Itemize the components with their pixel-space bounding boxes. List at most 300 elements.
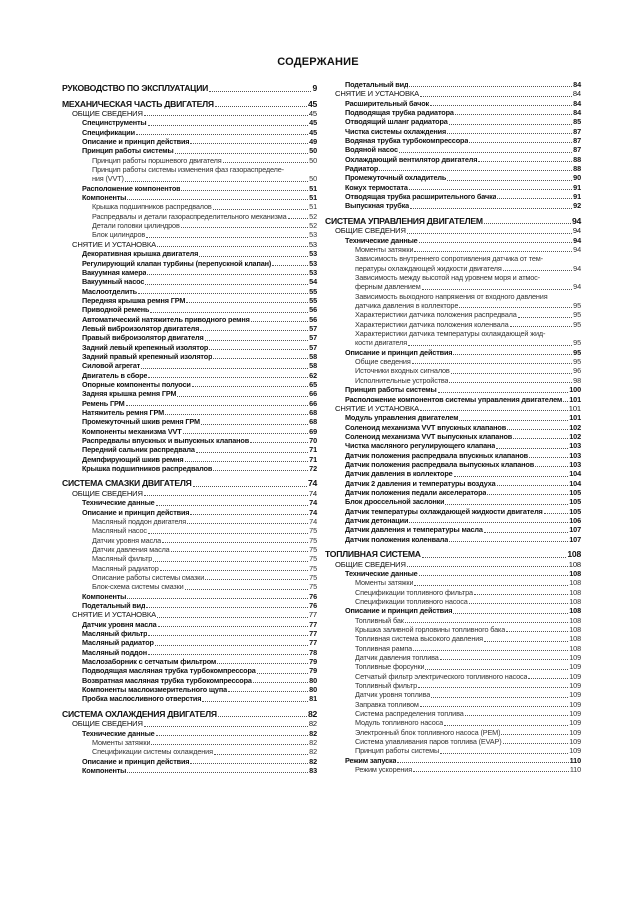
dot-leader [288, 218, 309, 219]
toc-subentry[interactable] [325, 746, 581, 755]
toc-entry[interactable] [325, 535, 581, 544]
toc-subsection[interactable] [325, 226, 581, 235]
dot-leader [418, 687, 568, 688]
dot-leader [399, 152, 572, 153]
toc-entry-title: Крышка подшипников распредвалов [82, 464, 213, 474]
dot-leader [136, 134, 308, 135]
toc-subentry[interactable] [62, 202, 317, 211]
dot-leader [257, 673, 308, 674]
toc-entry-title: Масляный фильтр [82, 629, 148, 639]
toc-entry[interactable] [62, 277, 317, 286]
dot-leader [127, 199, 308, 200]
toc-entry-title: Моменты затяжки [355, 245, 414, 254]
dot-leader [157, 246, 308, 247]
toc-subentry[interactable] [325, 709, 581, 718]
toc-page-number: 53 [309, 267, 317, 277]
toc-entry-title: СНЯТИЕ И УСТАНОВКА [72, 239, 157, 249]
toc-section[interactable] [62, 709, 317, 720]
toc-page-number: 57 [309, 342, 317, 352]
dot-leader [196, 452, 308, 453]
dot-leader [412, 363, 573, 364]
dot-leader [144, 495, 308, 496]
toc-entry-title: Вакуумная камера [82, 267, 147, 277]
toc-subentry[interactable] [62, 156, 317, 165]
toc-entry-title: Датчик уровня топлива [355, 690, 431, 700]
toc-page-number: 107 [569, 525, 581, 535]
toc-subentry[interactable] [62, 230, 317, 239]
toc-subsection[interactable] [325, 560, 581, 569]
toc-page-number: 105 [569, 497, 581, 507]
toc-entry[interactable] [62, 464, 317, 473]
dot-leader [409, 86, 572, 87]
toc-subsection[interactable] [62, 489, 317, 498]
toc-subentry[interactable] [325, 588, 581, 597]
toc-entry[interactable] [62, 666, 317, 675]
toc-entry-title: Задний правый крепежный изолятор [82, 351, 213, 361]
toc-page-number: 105 [569, 487, 581, 497]
toc-entry-title: Водяной насос [345, 145, 398, 155]
toc-page-number: 51 [309, 202, 317, 212]
toc-page-number: 108 [569, 615, 581, 625]
toc-page-number: 107 [569, 534, 581, 544]
dot-leader [146, 607, 308, 608]
toc-subentry[interactable] [62, 564, 317, 573]
toc-page-number: 82 [308, 719, 317, 729]
toc-entry[interactable] [325, 469, 581, 478]
toc-subentry[interactable] [62, 526, 317, 535]
dot-leader [407, 233, 572, 234]
toc-entry[interactable] [62, 455, 317, 464]
toc-entry[interactable] [325, 460, 581, 469]
toc-page-number: 109 [569, 699, 581, 709]
toc-page-number: 87 [573, 145, 581, 155]
toc-subentry[interactable] [62, 545, 317, 554]
toc-entry[interactable] [62, 638, 317, 647]
toc-entry[interactable] [62, 193, 317, 202]
toc-entry-title: Пробка маслосливного отверстия [82, 694, 202, 704]
toc-entry[interactable] [325, 441, 581, 450]
toc-entry[interactable] [62, 766, 317, 775]
toc-subentry[interactable] [325, 310, 581, 319]
toc-page-number: 50 [309, 146, 317, 156]
toc-entry-title: Зависимость внутреннего сопротивления датчика от тем- [355, 254, 543, 264]
toc-section[interactable] [62, 83, 317, 94]
toc-entry-title: Блок цилиндров [92, 230, 146, 240]
toc-entry[interactable] [62, 445, 317, 454]
toc-subentry[interactable] [62, 573, 317, 582]
toc-page-number: 82 [309, 756, 317, 766]
dot-leader [223, 162, 309, 163]
toc-entry[interactable] [62, 648, 317, 657]
toc-subentry[interactable] [325, 662, 581, 671]
toc-page-number: 109 [569, 652, 581, 662]
toc-entry[interactable] [62, 657, 317, 666]
dot-leader [478, 161, 572, 162]
toc-entry[interactable] [62, 436, 317, 445]
toc-entry[interactable] [325, 136, 581, 145]
toc-entry[interactable] [62, 498, 317, 507]
toc-page-number: 57 [309, 333, 317, 343]
toc-entry[interactable] [325, 192, 581, 201]
toc-entry[interactable] [62, 333, 317, 342]
toc-section[interactable] [62, 99, 317, 110]
toc-entry[interactable] [325, 201, 581, 210]
toc-entry[interactable] [325, 183, 581, 192]
toc-entry[interactable] [62, 417, 317, 426]
toc-entry-title: Маслоотделить [82, 286, 137, 296]
dot-leader [146, 237, 308, 238]
toc-entry[interactable] [62, 184, 317, 193]
toc-entry-title: Моменты затяжки [355, 578, 414, 588]
toc-entry[interactable] [325, 516, 581, 525]
toc-subentry[interactable] [62, 517, 317, 526]
toc-entry[interactable] [62, 146, 317, 155]
dot-leader [185, 589, 309, 590]
toc-page-number: 84 [573, 108, 581, 118]
toc-entry-title: Технические данные [82, 498, 155, 508]
toc-entry[interactable] [62, 128, 317, 137]
toc-entry[interactable] [325, 117, 581, 126]
toc-entry[interactable] [62, 685, 317, 694]
toc-page-number: 95 [573, 357, 581, 367]
toc-page-number: 53 [309, 230, 317, 240]
toc-entry[interactable] [325, 155, 581, 164]
toc-page-number: 80 [309, 675, 317, 685]
toc-entry[interactable] [62, 380, 317, 389]
toc-entry[interactable] [325, 432, 581, 441]
toc-entry[interactable] [62, 694, 317, 703]
toc-subentry[interactable] [325, 737, 581, 746]
toc-subentry[interactable] [62, 221, 317, 230]
toc-entry[interactable] [325, 497, 581, 506]
toc-entry-title: Зависимость выходного напряжения от входного давления [355, 291, 548, 301]
toc-section[interactable] [325, 549, 581, 560]
dot-leader [444, 725, 568, 726]
toc-entry[interactable] [325, 606, 581, 615]
toc-subentry[interactable] [325, 320, 581, 329]
toc-entry[interactable] [62, 676, 317, 685]
toc-subentry[interactable] [325, 357, 581, 366]
toc-entry-title: Датчик 2 давления и температуры воздуха [345, 478, 496, 488]
toc-page-number: 45 [309, 118, 317, 128]
toc-entry-title: Соленоид механизма VVT выпускных клапанов [345, 431, 513, 441]
toc-entry[interactable] [62, 399, 317, 408]
dot-leader [454, 476, 569, 477]
toc-subentry[interactable] [325, 376, 581, 385]
toc-page-number: 109 [569, 737, 581, 747]
toc-page-number: 104 [569, 478, 581, 488]
toc-subsection[interactable] [62, 240, 317, 249]
toc-entry-title: Технические данные [82, 728, 155, 738]
toc-subentry[interactable] [325, 616, 581, 625]
toc-page-number: 77 [309, 619, 317, 629]
toc-subentry[interactable] [325, 329, 581, 348]
toc-entry-title: ОБЩИЕ СВЕДЕНИЯ [72, 109, 143, 118]
toc-entry-title: Маслозаборник с сетчатым фильтром [82, 657, 217, 667]
toc-entry-title: Модуль топливного насоса [355, 718, 444, 728]
toc-subentry[interactable] [325, 700, 581, 709]
toc-entry-title: Режим ускорения [355, 765, 412, 775]
toc-subentry[interactable] [325, 765, 581, 774]
toc-entry-title: Задняя крышка ремня ГРМ [82, 389, 177, 399]
toc-page-number: 45 [308, 109, 317, 118]
dot-leader [205, 340, 309, 341]
dot-leader [141, 368, 308, 369]
toc-entry-title: Датчик уровня масла [92, 535, 162, 545]
toc-subentry[interactable] [325, 690, 581, 699]
toc-entry[interactable] [325, 80, 581, 89]
dot-leader [218, 716, 307, 717]
dot-leader [158, 626, 309, 627]
toc-subentry[interactable] [325, 597, 581, 606]
toc-entry-title: Источники входных сигналов [355, 366, 450, 376]
toc-entry[interactable] [62, 592, 317, 601]
dot-leader [193, 486, 307, 487]
toc-subentry[interactable] [62, 165, 317, 184]
toc-page-number: 53 [309, 249, 317, 259]
toc-entry[interactable] [62, 324, 317, 333]
toc-entry[interactable] [325, 451, 581, 460]
toc-entry[interactable] [325, 395, 581, 404]
dot-leader [419, 242, 573, 243]
toc-entry-title-continuation: ния (VVT) [92, 174, 124, 184]
toc-entry-title: Вакуумный насос [82, 277, 145, 287]
toc-entry[interactable] [62, 296, 317, 305]
dot-leader [449, 541, 568, 542]
toc-page-number: 52 [309, 211, 317, 221]
toc-page-number: 74 [309, 498, 317, 508]
toc-entry[interactable] [62, 408, 317, 417]
toc-page-number: 94 [573, 263, 581, 273]
dot-leader [171, 551, 309, 552]
dot-leader [148, 635, 308, 636]
toc-entry-title: Блок дроссельной заслонки [345, 497, 445, 507]
toc-entry[interactable] [62, 729, 317, 738]
toc-subentry[interactable] [62, 536, 317, 545]
toc-subentry[interactable] [325, 644, 581, 653]
toc-entry[interactable] [325, 145, 581, 154]
toc-entry-title: Описание и принцип действия [82, 507, 190, 517]
toc-page-number: 92 [573, 201, 581, 211]
toc-entry[interactable] [325, 99, 581, 108]
toc-entry[interactable] [62, 287, 317, 296]
toc-page-number: 109 [569, 662, 581, 672]
toc-entry[interactable] [62, 427, 317, 436]
toc-page-number: 75 [309, 563, 317, 573]
toc-entry[interactable] [62, 757, 317, 766]
toc-subentry[interactable] [325, 625, 581, 634]
toc-subentry[interactable] [62, 582, 317, 591]
toc-page-number: 53 [308, 239, 317, 249]
toc-entry-title: Промежуточный охладитель [345, 173, 447, 183]
dot-leader [165, 414, 308, 415]
toc-entry-title: Технические данные [345, 235, 418, 245]
toc-page-number: 57 [309, 323, 317, 333]
dot-leader [506, 631, 568, 632]
toc-entry-title: Компоненты [82, 591, 127, 601]
toc-subentry[interactable] [62, 212, 317, 221]
toc-entry-title: Автоматический натяжитель приводного ремня [82, 314, 250, 324]
toc-subentry[interactable] [325, 254, 581, 273]
dot-leader [200, 330, 308, 331]
dot-leader [544, 513, 569, 514]
toc-entry[interactable] [325, 423, 581, 432]
toc-entry-title: Компоненты механизма VVT [82, 426, 182, 436]
toc-subentry[interactable] [325, 681, 581, 690]
toc-entry[interactable] [62, 137, 317, 146]
toc-entry[interactable] [62, 259, 317, 268]
toc-subsection[interactable] [325, 89, 581, 98]
toc-page-number: 90 [573, 173, 581, 183]
toc-page-number: 95 [573, 310, 581, 320]
toc-subentry[interactable] [325, 245, 581, 254]
toc-subentry[interactable] [325, 273, 581, 292]
dot-leader [420, 706, 568, 707]
toc-entry-title: Топливный фильтр [355, 680, 418, 690]
toc-page-number: 62 [309, 370, 317, 380]
toc-entry[interactable] [62, 315, 317, 324]
toc-entry[interactable] [325, 413, 581, 422]
toc-entry[interactable] [62, 352, 317, 361]
dot-leader [214, 754, 308, 755]
toc-entry-title: Датчик давления масла [92, 544, 170, 554]
toc-entry[interactable] [325, 236, 581, 245]
toc-entry[interactable] [325, 108, 581, 117]
dot-leader [228, 691, 308, 692]
toc-entry-title: Топливный бак [355, 615, 404, 625]
toc-page-number: 88 [573, 164, 581, 174]
toc-subentry[interactable] [62, 747, 317, 756]
toc-page-number: 94 [573, 235, 581, 245]
dot-leader [215, 106, 307, 107]
toc-subsection[interactable] [62, 109, 317, 118]
dot-leader [422, 557, 567, 558]
toc-page-number: 82 [309, 728, 317, 738]
toc-entry[interactable] [62, 508, 317, 517]
toc-entry[interactable] [62, 371, 317, 380]
dot-leader [469, 142, 572, 143]
toc-page-number: 82 [309, 747, 317, 757]
toc-entry-title: ОБЩИЕ СВЕДЕНИЯ [335, 226, 406, 236]
toc-entry[interactable] [325, 173, 581, 182]
toc-entry-title: Принцип работы системы изменения фаз газораспределе- [92, 165, 284, 175]
toc-entry[interactable] [62, 361, 317, 370]
toc-subentry[interactable] [325, 578, 581, 587]
toc-entry-title: Компоненты [82, 193, 127, 203]
dot-leader [156, 505, 309, 506]
toc-entry-title: Расширительный бачок [345, 98, 430, 108]
toc-page-number: 94 [572, 226, 581, 236]
toc-entry-title: Датчик давления и температуры масла [345, 525, 483, 535]
toc-entry-title: ОБЩИЕ СВЕДЕНИЯ [72, 719, 143, 729]
dot-leader [153, 561, 308, 562]
toc-subsection[interactable] [325, 404, 581, 413]
toc-entry-title: Детали головки цилиндров [92, 221, 180, 231]
toc-entry[interactable] [325, 756, 581, 765]
dot-leader [497, 485, 569, 486]
toc-entry[interactable] [62, 343, 317, 352]
toc-entry-title: Подводящая трубка радиатора [345, 108, 454, 118]
toc-entry[interactable] [62, 389, 317, 398]
toc-entry-title: Распредвалы и детали газораспределительного механизма [92, 211, 287, 221]
toc-entry-title: Выпускная трубка [345, 201, 410, 211]
toc-entry-title: Система улавливания паров топлива (EVAP) [355, 737, 502, 747]
toc-entry-title: Масляный радиатор [92, 563, 159, 573]
dot-leader [253, 682, 308, 683]
toc-entry[interactable] [62, 249, 317, 258]
toc-entry[interactable] [62, 620, 317, 629]
toc-entry[interactable] [325, 479, 581, 488]
toc-entry[interactable] [325, 164, 581, 173]
toc-entry[interactable] [325, 525, 581, 534]
toc-page-number: 45 [307, 98, 317, 109]
toc-section[interactable] [325, 216, 581, 227]
toc-entry[interactable] [62, 601, 317, 610]
toc-subentry[interactable] [325, 292, 581, 311]
toc-entry[interactable] [62, 305, 317, 314]
toc-page-number: 58 [309, 361, 317, 371]
toc-entry[interactable] [62, 268, 317, 277]
dot-leader [199, 256, 308, 257]
toc-entry-title: Принцип работы системы [82, 146, 174, 156]
dot-leader [181, 190, 308, 191]
toc-entry[interactable] [325, 385, 581, 394]
toc-page-number: 104 [569, 469, 581, 479]
toc-page-number: 79 [309, 666, 317, 676]
toc-entry[interactable] [325, 127, 581, 136]
toc-page-number: 84 [572, 89, 581, 99]
toc-entry[interactable] [325, 507, 581, 516]
toc-subentry[interactable] [325, 634, 581, 643]
dot-leader [449, 124, 572, 125]
toc-subsection[interactable] [62, 719, 317, 728]
toc-entry-title: Подетальный вид [82, 601, 146, 611]
toc-page-number: 72 [309, 464, 317, 474]
toc-entry[interactable] [62, 629, 317, 638]
toc-subentry[interactable] [325, 718, 581, 727]
toc-subentry[interactable] [325, 366, 581, 375]
toc-entry-title: Расположение компонентов системы управления двигателем [345, 394, 563, 404]
toc-entry[interactable] [62, 118, 317, 127]
toc-entry-title: Датчик положения коленвала [345, 534, 449, 544]
toc-section[interactable] [62, 478, 317, 489]
toc-entry-title: Силовой агрегат [82, 361, 141, 371]
toc-entry-title: Радиатор [345, 164, 379, 174]
dot-leader [469, 603, 569, 604]
toc-entry[interactable] [325, 348, 581, 357]
toc-page-number: 84 [573, 80, 581, 89]
dot-leader [148, 533, 308, 534]
toc-subentry[interactable] [62, 738, 317, 747]
toc-page-number: 77 [309, 629, 317, 639]
toc-subentry[interactable] [325, 728, 581, 737]
toc-subentry[interactable] [325, 672, 581, 681]
toc-page-number: 95 [573, 338, 581, 348]
toc-subsection[interactable] [62, 610, 317, 619]
toc-subentry[interactable] [62, 554, 317, 563]
toc-entry-title: Компоненты [82, 766, 127, 776]
dot-leader [409, 522, 568, 523]
toc-entry-title: Соленоид механизма VVT впускных клапанов [345, 422, 507, 432]
toc-page-number: 102 [569, 431, 581, 441]
dot-leader [497, 198, 572, 199]
toc-entry[interactable] [325, 569, 581, 578]
toc-entry[interactable] [325, 488, 581, 497]
toc-entry-title: Принцип работы системы [345, 385, 437, 395]
toc-page-number: 82 [307, 708, 317, 719]
toc-subentry[interactable] [325, 653, 581, 662]
dot-leader [187, 523, 308, 524]
